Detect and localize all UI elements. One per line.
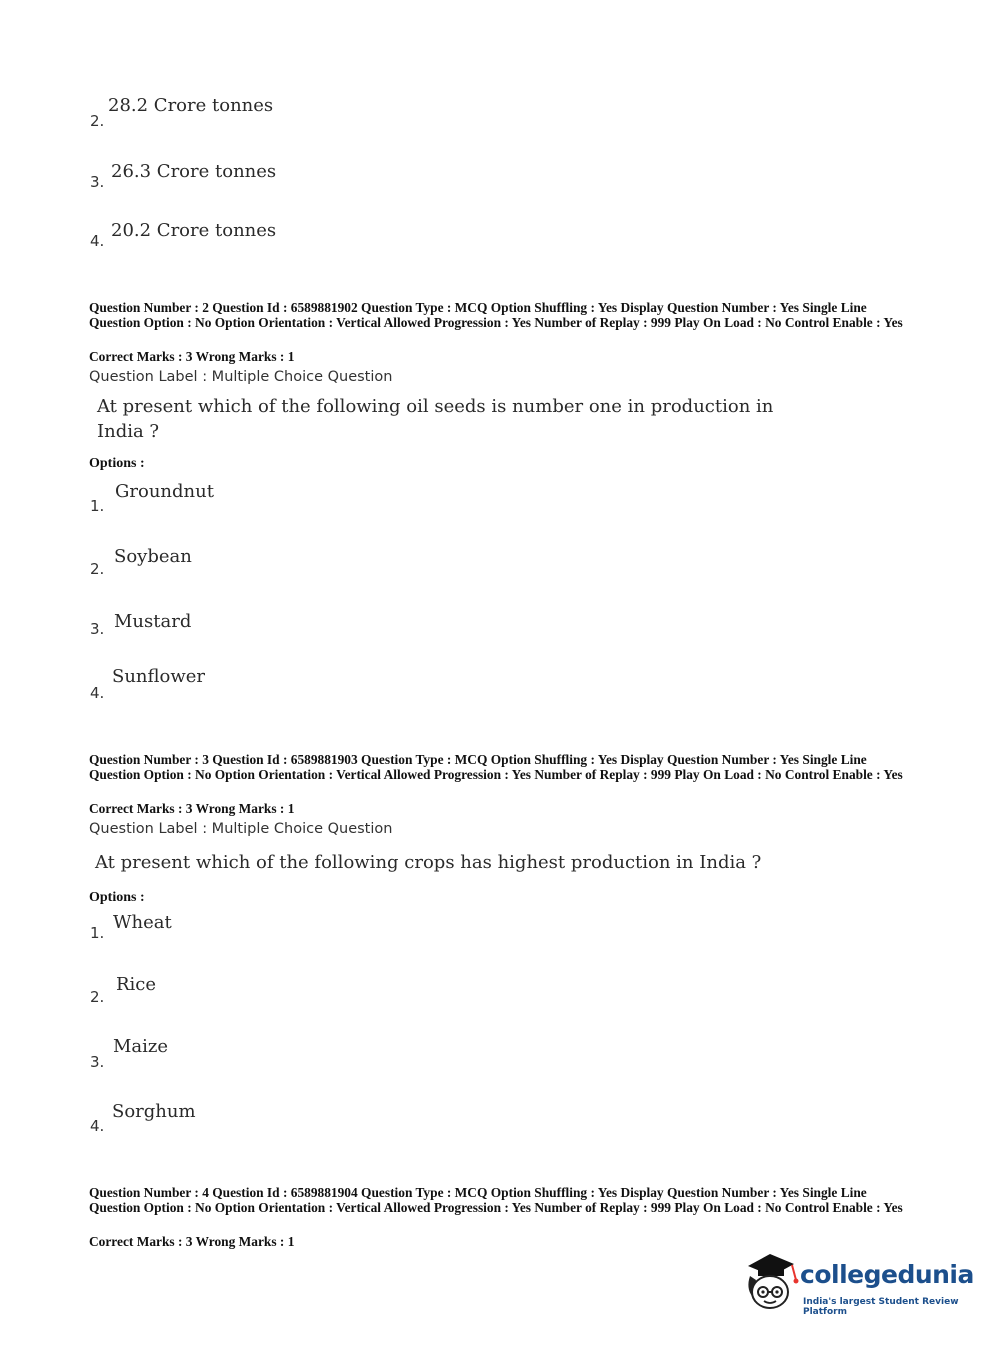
collegedunia-logo[interactable] bbox=[740, 1250, 974, 1320]
options-heading: Options : bbox=[89, 456, 145, 471]
option-item bbox=[0, 546, 900, 581]
option-text: 28.2 Crore tonnes bbox=[108, 95, 274, 116]
option-text: Sunflower bbox=[112, 666, 206, 687]
option-text: 26.3 Crore tonnes bbox=[111, 161, 277, 182]
question-text-line-2: India ? bbox=[97, 421, 160, 442]
logo-wordmark: collegedunia bbox=[800, 1260, 974, 1289]
option-item bbox=[0, 974, 900, 1009]
question-label: Question Label : Multiple Choice Question bbox=[89, 369, 393, 385]
option-item bbox=[0, 666, 900, 701]
option-text: Sorghum bbox=[112, 1101, 196, 1122]
option-item bbox=[0, 611, 900, 646]
option-number: 4. bbox=[90, 232, 105, 250]
question-metadata: Question Number : 2 Question Id : 6589881902 Question Type : MCQ Option Shuffling : Yes Display Question Number : Yes Single Line Question Option : No Option Orientation : Vertical Allowed Progression : Yes Number of Replay : 999 Play On Load : No Control Enable : Yes bbox=[89, 300, 903, 330]
option-number: 3. bbox=[90, 1053, 105, 1071]
option-item bbox=[0, 95, 900, 130]
mascot-icon bbox=[740, 1250, 802, 1316]
marks-info: Correct Marks : 3 Wrong Marks : 1 bbox=[89, 349, 295, 364]
option-item bbox=[0, 481, 900, 516]
question-metadata: Question Number : 4 Question Id : 6589881904 Question Type : MCQ Option Shuffling : Yes Display Question Number : Yes Single Line Question Option : No Option Orientation : Vertical Allowed Progression : Yes Number of Replay : 999 Play On Load : No Control Enable : Yes bbox=[89, 1185, 903, 1215]
option-item bbox=[0, 1036, 900, 1071]
option-text: 20.2 Crore tonnes bbox=[111, 220, 277, 241]
option-item bbox=[0, 1101, 900, 1136]
option-text: Soybean bbox=[114, 546, 192, 567]
option-number: 4. bbox=[90, 1117, 105, 1135]
logo-tagline: India's largest Student Review Platform bbox=[803, 1297, 959, 1317]
option-number: 2. bbox=[90, 988, 105, 1006]
marks-info: Correct Marks : 3 Wrong Marks : 1 bbox=[89, 1234, 295, 1249]
options-heading: Options : bbox=[89, 890, 145, 905]
option-item bbox=[0, 220, 900, 255]
option-number: 3. bbox=[90, 173, 105, 191]
option-number: 1. bbox=[90, 497, 105, 515]
option-item bbox=[0, 161, 900, 196]
question-metadata: Question Number : 3 Question Id : 6589881903 Question Type : MCQ Option Shuffling : Yes Display Question Number : Yes Single Line Question Option : No Option Orientation : Vertical Allowed Progression : Yes Number of Replay : 999 Play On Load : No Control Enable : Yes bbox=[89, 752, 903, 782]
option-text: Rice bbox=[116, 974, 157, 995]
option-item bbox=[0, 912, 900, 947]
question-text-line-1: At present which of the following oil seeds is number one in production in bbox=[97, 396, 774, 417]
marks-info: Correct Marks : 3 Wrong Marks : 1 bbox=[89, 801, 295, 816]
option-number: 2. bbox=[90, 560, 105, 578]
question-label: Question Label : Multiple Choice Question bbox=[89, 821, 393, 837]
option-number: 3. bbox=[90, 620, 105, 638]
option-text: Mustard bbox=[114, 611, 192, 632]
option-text: Wheat bbox=[113, 912, 172, 933]
option-number: 1. bbox=[90, 924, 105, 942]
option-number: 2. bbox=[90, 112, 105, 130]
option-number: 4. bbox=[90, 684, 105, 702]
question-text: At present which of the following crops has highest production in India ? bbox=[95, 852, 762, 873]
option-text: Groundnut bbox=[115, 481, 214, 502]
option-text: Maize bbox=[113, 1036, 169, 1057]
